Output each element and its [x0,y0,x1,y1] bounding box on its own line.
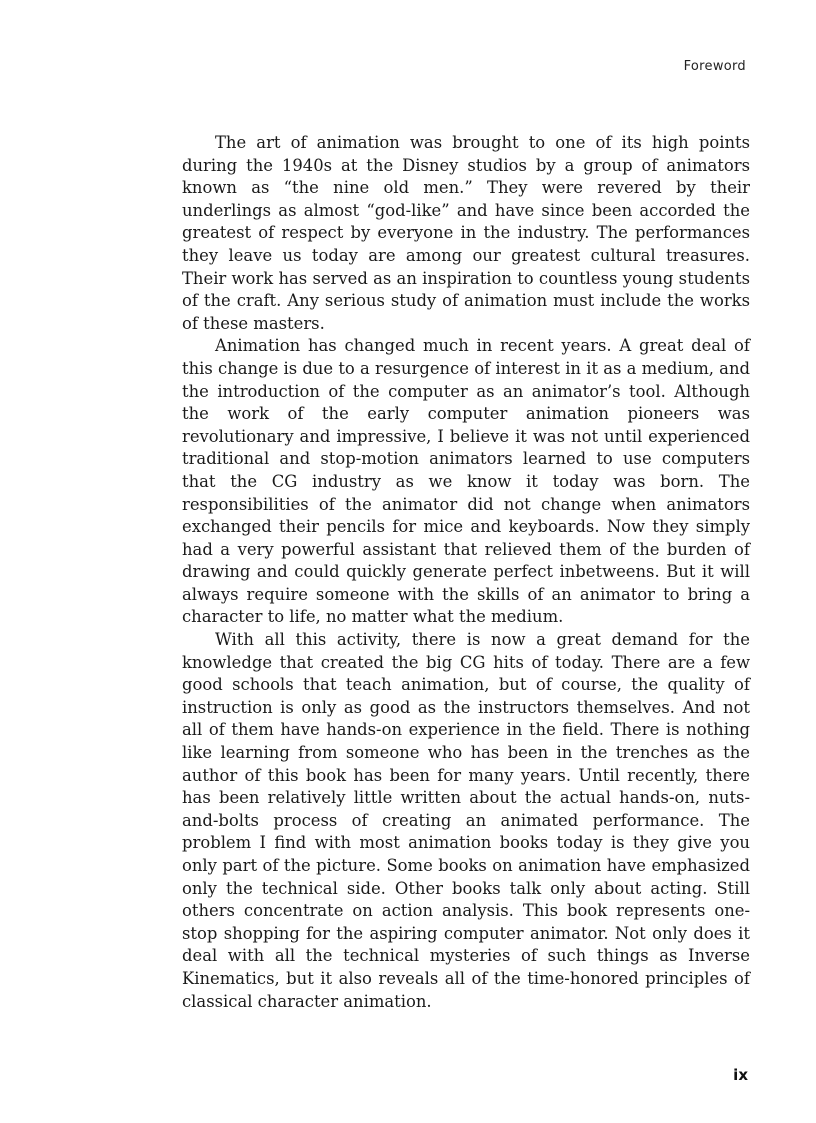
paragraph-1: The art of animation was brought to one of its high points during the 1940s at the Disney studios by a group of animators known as “the nine old men.” They were revered by their underlings as almost “god-like” and have since been accorded the greatest of respect by everyone in the industry. The performances they leave us today are among our greatest cultural treasures. Their work has served as an inspiration to countless young students of the craft. Any serious study of animation must include the works of these masters. [182,133,750,333]
paragraph-2: Animation has changed much in recent years. A great deal of this change is due to a resurgence of interest in it as a medium, and the introduction of the computer as an animator’s tool. Although the work of the early computer animation pioneers was revolutionary and impressive, I believe it was not until experienced traditional and stop-motion animators learned to use computers that the CG industry as we know it today was born. The responsibilities of the animator did not change when animators exchanged their pencils for mice and keyboards. Now they simply had a very powerful assistant that relieved them of the burden of drawing and could quickly generate perfect inbetweens. But it will always require someone with the skills of an animator to bring a character to life, no matter what the medium. [182,336,750,627]
paragraph-3: With all this activity, there is now a great demand for the knowledge that created the big CG hits of today. There are a few good schools that teach animation, but of course, the quality of instruction is only as good as the instructors themselves. And not all of them have hands-on experience in the field. There is nothing like learning from someone who has been in the trenches as the author of this book has been for many years. Until recently, there has been relatively little written about the actual hands-on, nuts-and-bolts process of creating an animated performance. The problem I find with most animation books today is they give you only part of the picture. Some books on animation have emphasized only the technical side. Other books talk only about acting. Still others concentrate on action analysis. This book represents one-stop shopping for the aspiring computer animator. Not only does it deal with all the technical mysteries of such things as Inverse Kinematics, but it also reveals all of the time-honored principles of classical character animation. [182,630,750,1011]
foreword-body [182,132,750,1013]
page-number: ix [733,1066,748,1084]
running-head: Foreword [683,59,746,74]
